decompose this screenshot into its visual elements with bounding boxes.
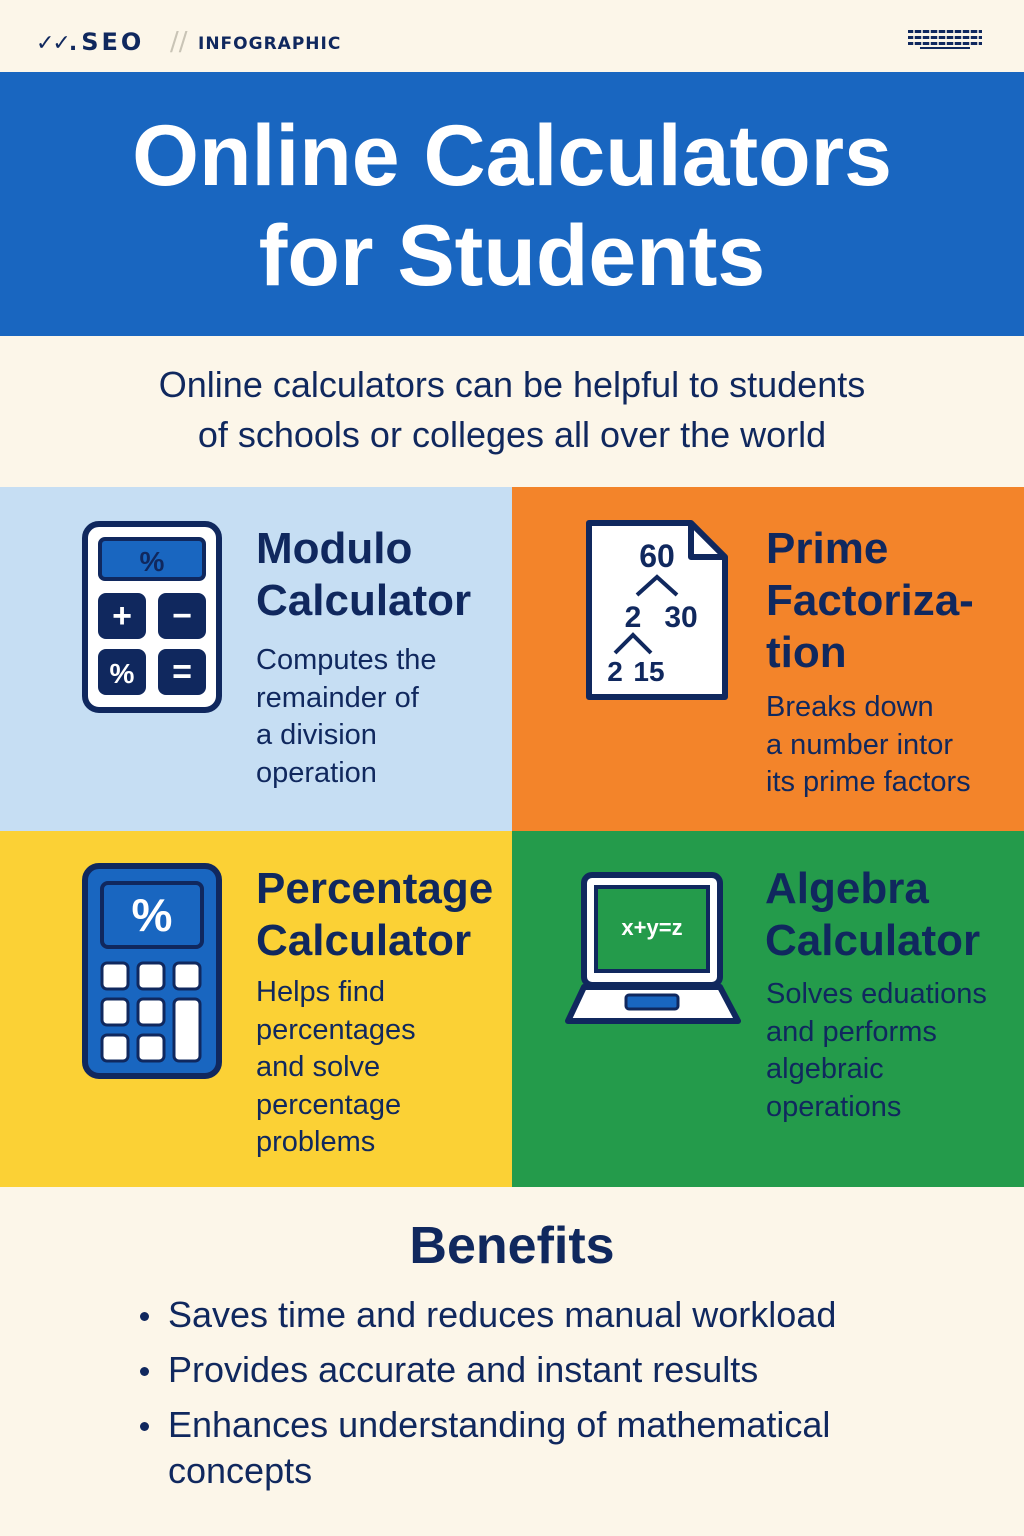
- tile-title-line: Factoriza-: [766, 576, 974, 625]
- tile-desc-line: and solve: [256, 1051, 381, 1083]
- benefit-text: Enhances understanding of mathematical: [168, 1404, 831, 1445]
- benefit-item: [136, 1292, 956, 1338]
- factor-60: 60: [639, 538, 675, 574]
- tile-desc-line: percentage: [256, 1088, 402, 1121]
- benefit-item: [136, 1347, 956, 1393]
- factor-2-first: 2: [624, 601, 642, 634]
- tile-title-line: Calculator: [256, 576, 472, 625]
- tile-desc-line: a division: [256, 719, 377, 751]
- tile-title: [256, 523, 471, 627]
- factor-30: 30: [664, 601, 698, 634]
- page-title-line-2: for Students: [258, 208, 766, 304]
- tile-percentage-calculator: [0, 831, 512, 1187]
- tile-title: [765, 863, 980, 967]
- tile-description: [256, 642, 437, 792]
- separator: //: [170, 27, 188, 57]
- percentage-calculator-icon: [82, 863, 222, 1079]
- laptop-icon: [564, 871, 742, 1027]
- brand-logo-text: SEO: [81, 28, 145, 56]
- tile-modulo-calculator: [0, 487, 512, 831]
- tile-title-line: Algebra: [765, 864, 929, 913]
- calculator-display-text: %: [139, 546, 165, 577]
- benefit-text: Saves time and reduces manual workload: [168, 1294, 837, 1335]
- tile-title: [256, 863, 493, 967]
- factor-tree-document-icon: [585, 519, 729, 701]
- factor-2-second: 2: [607, 656, 623, 687]
- benefits-heading: Benefits: [409, 1217, 615, 1275]
- infographic-tag: INFOGRAPHIC: [198, 34, 342, 54]
- tile-desc-line: Helps find: [256, 976, 385, 1008]
- tile-desc-line: its prime factors: [766, 766, 971, 798]
- bullet-icon: [140, 1367, 149, 1376]
- equals-key: =: [172, 653, 192, 691]
- tile-desc-line: a number intor: [766, 728, 953, 761]
- tile-title-line: Percentage: [256, 864, 494, 913]
- calculator-icon: [82, 521, 222, 713]
- bullet-icon: [140, 1422, 149, 1431]
- tile-desc-line: Solves eduations: [766, 978, 987, 1010]
- brand-logo[interactable]: [36, 28, 144, 58]
- tile-prime-factorization: [512, 487, 1024, 831]
- factor-15: 15: [633, 656, 665, 687]
- tile-title: [766, 523, 974, 679]
- tile-title-line: Calculator: [765, 916, 981, 965]
- keyboard-icon: [906, 28, 984, 50]
- intro-line: Online calculators can be helpful to students: [158, 364, 866, 405]
- benefits-list: [136, 1292, 956, 1503]
- benefit-text: Provides accurate and instant results: [168, 1349, 759, 1390]
- plus-key: +: [112, 597, 132, 635]
- top-bar: [0, 0, 1024, 72]
- page-title-line-1: Online Calculators: [132, 108, 892, 204]
- benefit-item: [136, 1402, 956, 1494]
- tile-title-line: Calculator: [256, 916, 472, 965]
- intro-line: of schools or colleges all over the world: [197, 414, 827, 455]
- benefit-text: concepts: [168, 1450, 313, 1491]
- tile-algebra-calculator: [512, 831, 1024, 1187]
- tile-desc-line: Breaks down: [766, 691, 934, 723]
- laptop-screen-text: x+y=z: [621, 915, 683, 940]
- tile-title-line: tion: [766, 628, 847, 677]
- tile-description: [256, 974, 416, 1162]
- tile-title-line: Prime: [766, 524, 889, 573]
- tile-desc-line: algebraic: [766, 1053, 884, 1085]
- intro-text: [0, 360, 1024, 460]
- tile-desc-line: operation: [256, 756, 377, 789]
- tile-desc-line: problems: [256, 1126, 376, 1158]
- bullet-icon: [140, 1312, 149, 1321]
- tile-desc-line: operations: [766, 1090, 902, 1123]
- tile-title-line: Modulo: [256, 524, 413, 573]
- tile-desc-line: remainder of: [256, 681, 419, 714]
- checkmarks-icon: ✓✓.: [36, 31, 76, 56]
- tile-description: [766, 689, 971, 802]
- tile-desc-line: Computes the: [256, 644, 437, 676]
- tile-desc-line: and performs: [766, 1015, 937, 1048]
- minus-key: −: [172, 597, 192, 635]
- tile-desc-line: percentages: [256, 1013, 416, 1046]
- percent-key: %: [109, 658, 135, 689]
- percent-display-text: %: [131, 889, 173, 941]
- tile-description: [766, 976, 987, 1126]
